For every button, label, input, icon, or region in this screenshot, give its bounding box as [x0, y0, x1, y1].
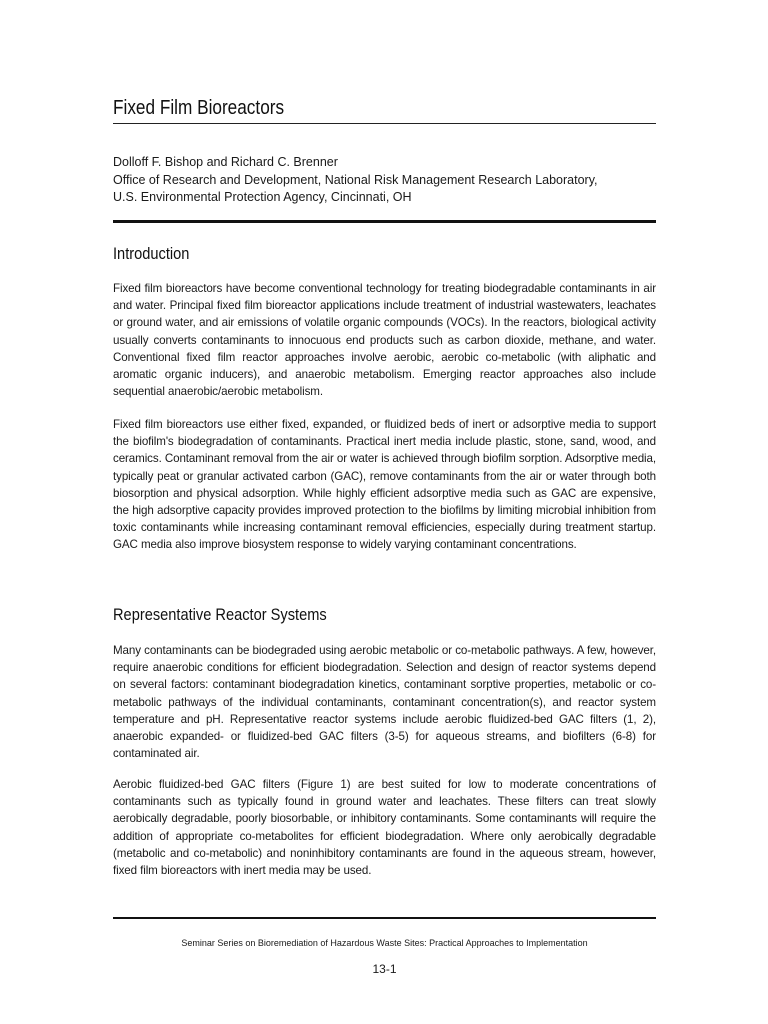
- reactor-systems-paragraph-1: Many contaminants can be biodegraded using aerobic metabolic or co-metabolic pathways. A few, however, require anaerobic conditions for efficient biodegradation. Selection and design of reactor systems depend on several factors: contaminant biodegradation kinetics, contaminant sorptive properties, metabolic or co-metabolic pathways of the individual contaminants, contaminant concentration(s), and reactor system temperature and pH. Representative reactor systems include aerobic fluidized-bed GAC filters (1, 2), anaerobic expanded- or fluidized-bed GAC filters (3-5) for aqueous streams, and biofilters (6-8) for contaminated air.: [113, 644, 656, 761]
- section-heading-introduction: Introduction: [113, 244, 190, 263]
- title-rule: [113, 123, 656, 124]
- reactor-systems-paragraph-2: Aerobic fluidized-bed GAC filters (Figure 1) are best suited for low to moderate concentrations of contaminants such as typically found in ground water and leachates. These filters can treat slowly aerobically degradable, poorly biosorbable, or inhibitory contaminants. Some contaminants will require the addition of appropriate co-metabolites for efficient biodegradation. Where only aerobically degradable (metabolic and co-metabolic) and noninhibitory contaminants are found in the aqueous stream, however, fixed film bioreactors with inert media may be used.: [113, 778, 656, 878]
- author-affiliation-line-1: Office of Research and Development, National Risk Management Research Laboratory,: [113, 172, 598, 187]
- introduction-paragraph-2: Fixed film bioreactors use either fixed, expanded, or fluidized beds of inert or adsorptive media to support the biofilm's biodegradation of contaminants. Practical inert media include plastic, stone, sand, wood, and ceramics. Contaminant removal from the air or water is achieved through biofilm sorption. Adsorptive media, typically peat or granular activated carbon (GAC), remove contaminants from the air or water through both biosorption and physical adsorption. While highly efficient adsorptive media such as GAC are expensive, the high adsorptive capacity provides improved protection to the biofilms by limiting microbial inhibition from toxic contaminants while increasing contaminant removal efficiencies, especially during treatment startup. GAC media also improve biosystem response to widely varying contaminant concentrations.: [113, 418, 656, 552]
- author-affiliation-line-2: U.S. Environmental Protection Agency, Cincinnati, OH: [113, 190, 412, 204]
- section-heading-reactor-systems: Representative Reactor Systems: [113, 605, 327, 624]
- footer-divider: [113, 917, 656, 919]
- header-divider: [113, 220, 656, 223]
- author-names: Dolloff F. Bishop and Richard C. Brenner: [113, 155, 338, 169]
- introduction-paragraph-1: Fixed film bioreactors have become conventional technology for treating biodegradable contaminants in air and water. Principal fixed film bioreactor applications include treatment of industrial wastewaters, leachates or ground water, and air emissions of volatile organic compounds (VOCs). In the reactors, biological activity usually converts contaminants to innocuous end products such as carbon dioxide, methane, and water. Conventional fixed film reactor approaches involve aerobic, aerobic co-metabolic (with aliphatic and aromatic organic inducers), and anaerobic metabolism. Emerging reactor approaches also include sequential anaerobic/aerobic metabolism.: [113, 282, 656, 399]
- document-title: Fixed Film Bioreactors: [113, 97, 285, 119]
- page-number: 13-1: [372, 962, 397, 976]
- document-page: [113, 0, 656, 1024]
- author-block: [113, 154, 656, 207]
- footer-series-title: Seminar Series on Bioremediation of Hazardous Waste Sites: Practical Approaches to Implementation: [181, 938, 588, 948]
